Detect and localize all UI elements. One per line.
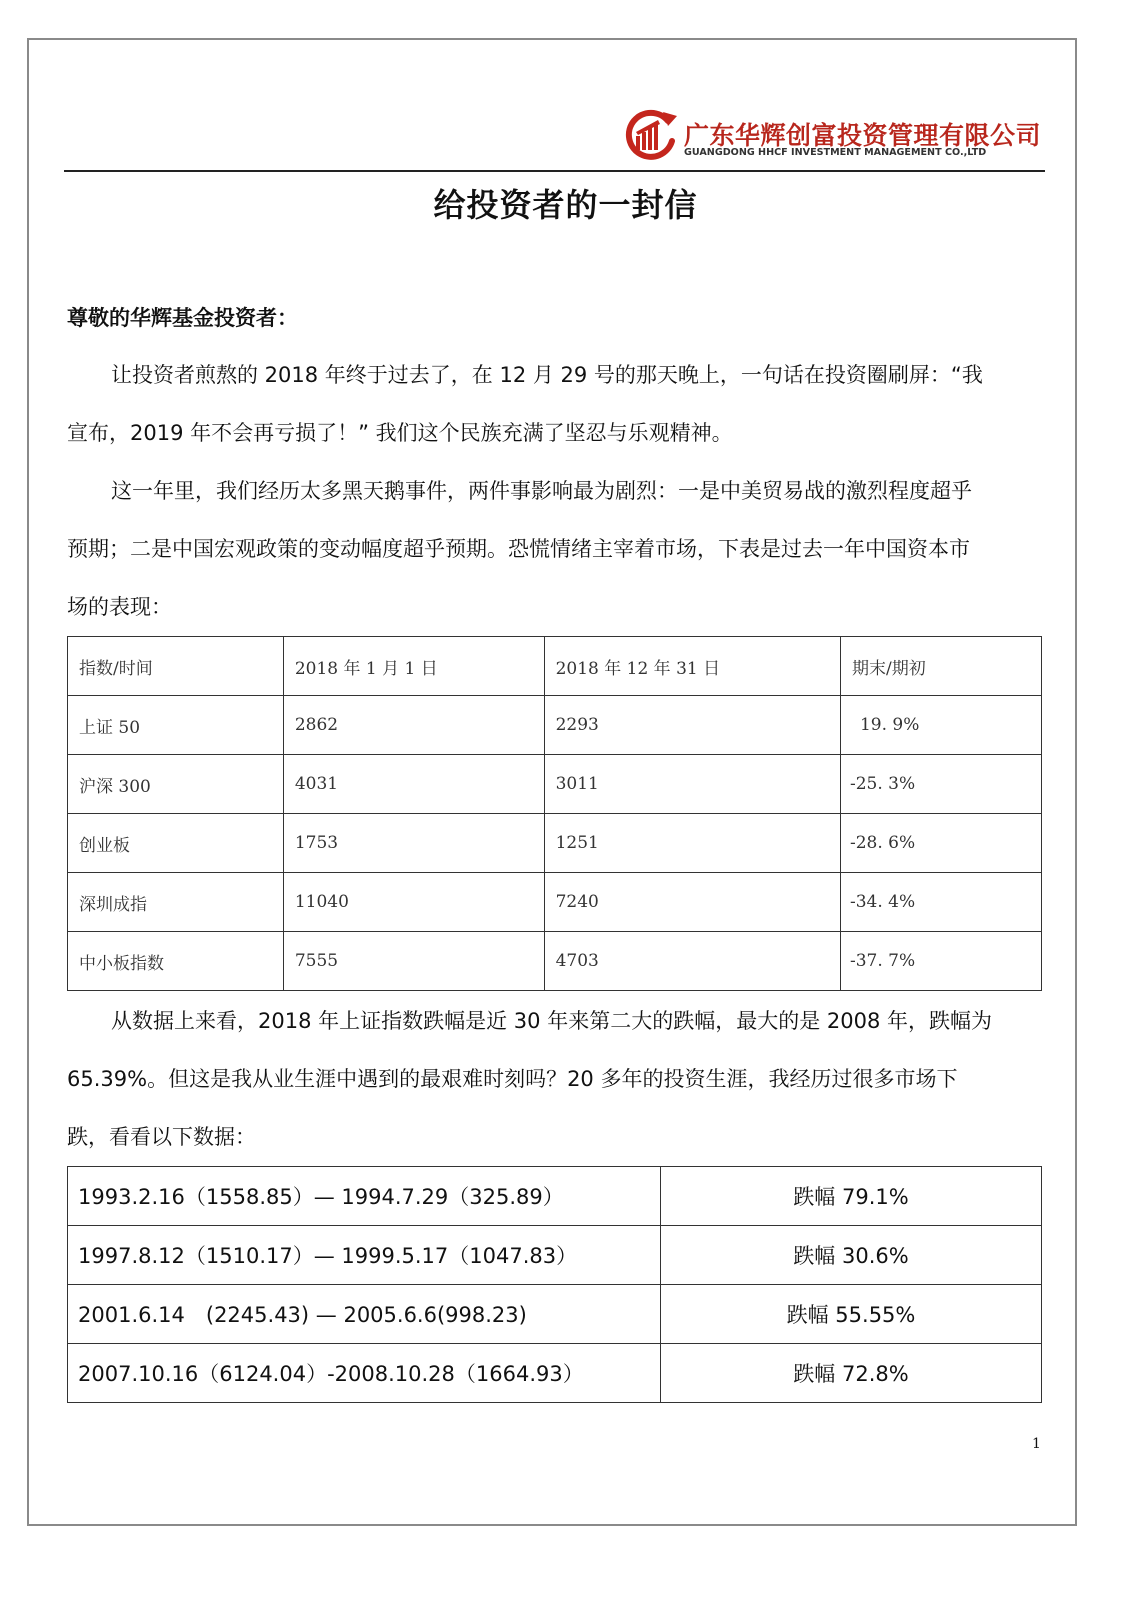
table-cell: 2293 (544, 696, 840, 755)
historical-decline-table (67, 1166, 1042, 1403)
page-number: 1 (1032, 1436, 1041, 1452)
table-row (68, 873, 1042, 932)
paragraph-line: 65.39%。但这是我从业生涯中遇到的最艰难时刻吗？20 多年的投资生涯，我经历过很多市场下 (67, 1067, 958, 1091)
table-cell: 创业板 (68, 814, 284, 873)
paragraph-line: 让投资者煎熬的 2018 年终于过去了，在 12 月 29 号的那天晚上，一句话在投资圈刷屏：“我 (111, 363, 983, 387)
table-header-cell: 期末/期初 (840, 637, 1041, 696)
decline-rate-cell: 跌幅 79.1% (661, 1167, 1042, 1226)
table-cell: 3011 (544, 755, 840, 814)
decline-period-cell: 1993.2.16（1558.85）— 1994.7.29（325.89） (68, 1167, 661, 1226)
table-cell: -37. 7% (840, 932, 1041, 991)
table-row (68, 1167, 1042, 1226)
paragraph-1 (67, 346, 1042, 462)
table-cell: 7555 (283, 932, 544, 991)
table-row (68, 932, 1042, 991)
decline-rate-cell: 跌幅 72.8% (661, 1344, 1042, 1403)
table-header-row (68, 637, 1042, 696)
table-row (68, 696, 1042, 755)
table-row (68, 755, 1042, 814)
table-row (68, 814, 1042, 873)
company-name-en: GUANGDONG HHCF INVESTMENT MANAGEMENT CO.,LTD (684, 147, 987, 158)
paragraph-line: 跌，看看以下数据： (67, 1125, 256, 1149)
table-header-cell: 2018 年 1 月 1 日 (283, 637, 544, 696)
table-cell: 19. 9% (840, 696, 1041, 755)
table-cell: -28. 6% (840, 814, 1041, 873)
table-row (68, 1285, 1042, 1344)
decline-period-cell: 1997.8.12（1510.17）— 1999.5.17（1047.83） (68, 1226, 661, 1285)
table-cell: 上证 50 (68, 696, 284, 755)
index-performance-table (67, 636, 1042, 991)
circular-arrow-logo-icon (622, 108, 678, 164)
salutation: 尊敬的华辉基金投资者： (67, 306, 298, 330)
table-cell: 2862 (283, 696, 544, 755)
header-divider (64, 170, 1045, 172)
company-name-cn: 广东华辉创富投资管理有限公司 (684, 121, 1042, 150)
table-cell: 中小板指数 (68, 932, 284, 991)
paragraph-line: 预期；二是中国宏观政策的变动幅度超乎预期。恐慌情绪主宰着市场，下表是过去一年中国资本市 (67, 537, 970, 561)
company-logo (622, 108, 1042, 168)
table-cell: 深圳成指 (68, 873, 284, 932)
decline-period-cell: 2007.10.16（6124.04）-2008.10.28（1664.93） (68, 1344, 661, 1403)
table-cell: 11040 (283, 873, 544, 932)
paragraph-line: 场的表现： (67, 595, 172, 619)
table-header-cell: 指数/时间 (68, 637, 284, 696)
decline-period-cell: 2001.6.14 (2245.43) — 2005.6.6(998.23) (68, 1285, 661, 1344)
table-cell: -34. 4% (840, 873, 1041, 932)
table-cell: 7240 (544, 873, 840, 932)
document-title: 给投资者的一封信 (433, 186, 698, 224)
table-header-cell: 2018 年 12 年 31 日 (544, 637, 840, 696)
paragraph-line: 这一年里，我们经历太多黑天鹅事件，两件事影响最为剧烈：一是中美贸易战的激烈程度超乎 (111, 479, 972, 503)
paragraph-line: 从数据上来看，2018 年上证指数跌幅是近 30 年来第二大的跌幅，最大的是 2008 年，跌幅为 (111, 1009, 992, 1033)
table-cell: 1251 (544, 814, 840, 873)
decline-rate-cell: 跌幅 55.55% (661, 1285, 1042, 1344)
table-row (68, 1226, 1042, 1285)
table-cell: 4703 (544, 932, 840, 991)
table-cell: 4031 (283, 755, 544, 814)
table-row (68, 1344, 1042, 1403)
paragraph-2 (67, 462, 1042, 636)
paragraph-3 (67, 992, 1042, 1166)
paragraph-line: 宣布，2019 年不会再亏损了！” 我们这个民族充满了坚忍与乐观精神。 (67, 421, 733, 445)
table-cell: -25. 3% (840, 755, 1041, 814)
table-cell: 沪深 300 (68, 755, 284, 814)
decline-rate-cell: 跌幅 30.6% (661, 1226, 1042, 1285)
table-cell: 1753 (283, 814, 544, 873)
